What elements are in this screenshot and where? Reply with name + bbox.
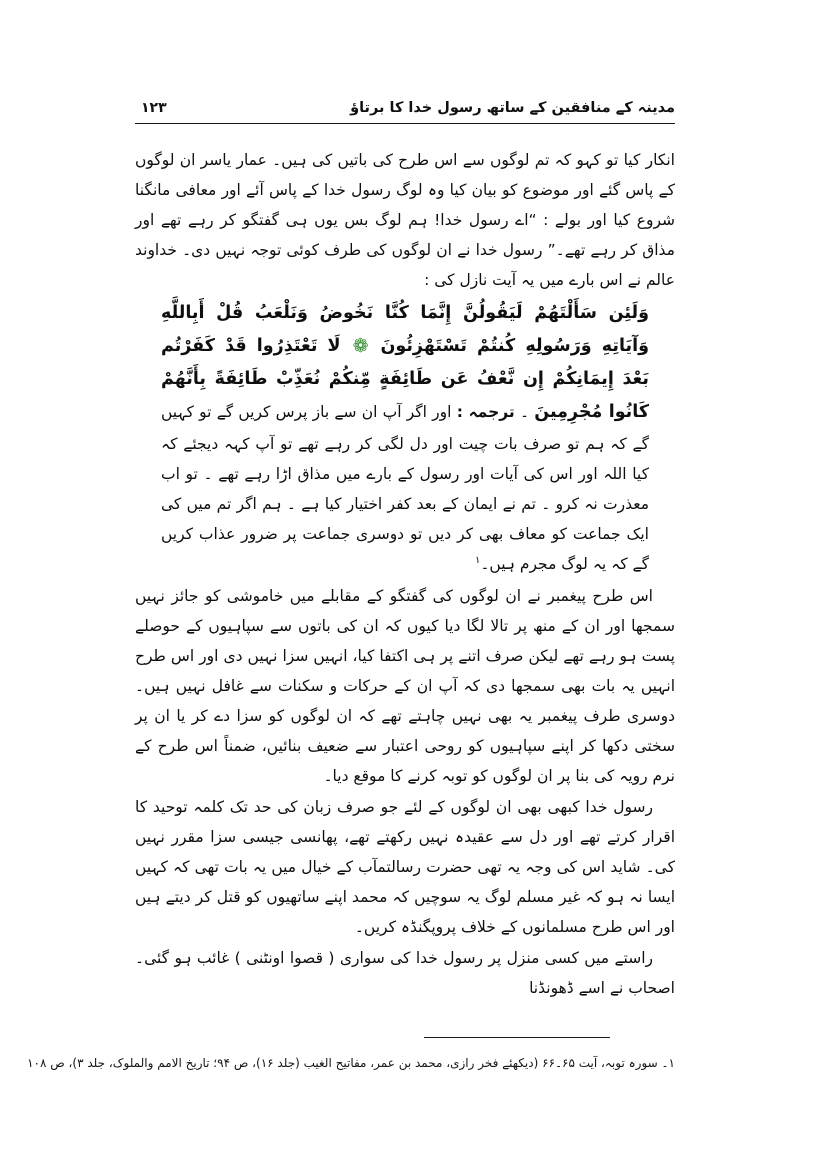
page-content xyxy=(27,100,675,1074)
paragraph-commentary-2 xyxy=(135,792,675,942)
footnote-reference-mark: ۱ xyxy=(474,554,481,566)
quran-verse-arabic-2: لَا تَعْتَذِرُوا قَدْ كَفَرْتُم بَعْدَ إِيمَانِكُمْ إِن نَّعْفُ عَن طَائِفَةٍ مِّنكُمْ نُعَذِّبْ طَائِفَةً بِأَنَّهُمْ كَانُوا مُجْرِمِينَ xyxy=(161,336,650,422)
footnote xyxy=(27,1052,675,1074)
body-text xyxy=(135,145,675,1003)
running-header xyxy=(135,100,675,116)
paragraph-intro-text: انکار کیا تو کہو کہ تم لوگوں سے اس طرح کی باتیں کی ہیں۔ عمار یاسر ان لوگوں کے پاس گئے اور موضوع کو بیان کیا وہ لوگ رسول خدا کے پاس آئے اور معافی مانگنا شروع کیا اور بولے : “اے رسول خدا! ہم لوگ بس یوں ہی گفتگو کر رہے تھے اور مذاق کر رہے تھے۔” رسول خدا نے ان لوگوں کی طرف کوئی توجہ نہیں دی۔ خداوند عالم نے اس بارے میں یہ آیت نازل کی : xyxy=(135,151,675,289)
paragraph-commentary-1 xyxy=(135,581,675,791)
verse-separator: ۔ xyxy=(519,403,530,421)
running-title: مدینہ کے منافقین کے ساتھ رسول خدا کا برتاؤ xyxy=(350,100,675,116)
header-divider xyxy=(135,123,675,124)
paragraph-journey-text: راستے میں کسی منزل پر رسول خدا کی سواری ( قصوا اونٹنی ) غائب ہو گئی۔ اصحاب نے اسے ڈھونڈنا xyxy=(135,949,675,997)
ayah-end-rosette-icon: ❁ xyxy=(352,335,369,357)
footnote-text: ۱۔ سورہ توبہ، آیت ۶۵۔۶۶ (دیکھئے فخر رازی، محمد بن عمر، مفاتیح الغیب (جلد ۱۶)، ص ۹۴؛ تاریخ الامم والملوک، جلد ۳)، ص ۱۰۸ xyxy=(27,1056,675,1070)
page-number: ۱۲۳ xyxy=(141,100,167,116)
quran-verse-block xyxy=(161,297,649,579)
paragraph-journey xyxy=(135,943,675,1003)
paragraph-commentary-1-text: اس طرح پیغمبر نے ان لوگوں کی گفتگو کے مقابلے میں خاموشی کو جائز نہیں سمجھا اور ان کے منھ پر تالا لگا دیا کیوں کہ ان کی باتوں سے سپاہیوں کے حوصلے پست ہو رہے تھے لیکن صرف اتنے پر ہی اکتفا کیا، انہیں سزا نہیں دی اور اس طرح انہیں یہ بات بھی سمجھا دی کہ آپ ان کے حرکات و سکنات سے غافل نہیں ہیں۔ دوسری طرف پیغمبر یہ بھی نہیں چاہتے تھے کہ ان لوگوں کو سزا دے کر یا ان پر سختی دکھا کر اپنے سپاہیوں کو روحی اعتبار سے ضعیف بنائیں، ضمناً اس طرح کے نرم رویہ کی بنا پر ان لوگوں کو توبہ کرنے کا موقع دیا۔ xyxy=(135,587,675,785)
translation-text: اور اگر آپ ان سے باز پرس کریں گے تو کہیں گے کہ ہم تو صرف بات چیت اور دل لگی کر رہے تھے تو آپ کہہ دیجئے کہ کیا اللہ اور اس کی آیات اور رسول کے بارے میں مذاق اڑا رہے تھے ۔ تو اب معذرت نہ کرو ۔ تم نے ایمان کے بعد کفر اختیار کیا ہے ۔ ہم اگر تم میں کی ایک جماعت کو معاف بھی کر دیں تو دوسری جماعت پر ضرور عذاب کریں گے کہ یہ لوگ مجرم ہیں۔ xyxy=(161,403,649,573)
quran-verse-arabic-1: وَلَئِن سَأَلْتَهُمْ لَيَقُولُنَّ إِنَّمَا كُنَّا نَخُوضُ وَنَلْعَبُ قُلْ أَبِاللَّهِ وَآيَاتِهِ وَرَسُولِهِ كُنتُمْ تَسْتَهْزِئُونَ xyxy=(161,303,649,356)
translation-label: ترجمہ : xyxy=(456,403,515,421)
footnote-divider xyxy=(424,1037,610,1038)
paragraph-intro xyxy=(135,145,675,295)
paragraph-commentary-2-text: رسول خدا کبھی بھی ان لوگوں کے لئے جو صرف زبان کی حد تک کلمہ توحید کا اقرار کرتے تھے اور دل سے عقیدہ نہیں رکھتے تھے، پھانسی جیسی سزا مقرر نہیں کی۔ شاید اس کی وجہ یہ تھی حضرت رسالتمآب کے خیال میں یہ بات تھی کہ کہیں ایسا نہ ہو کہ غیر مسلم لوگ یہ سوچیں کہ محمد اپنے ساتھیوں کو قتل کر دیتے ہیں اور اس طرح مسلمانوں کے خلاف پروپگنڈہ کریں۔ xyxy=(135,798,675,936)
